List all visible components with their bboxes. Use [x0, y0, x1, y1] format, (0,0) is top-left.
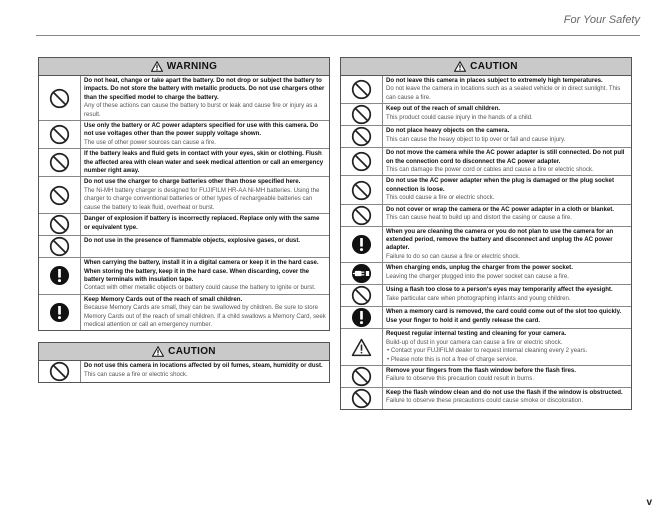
box-title — [39, 343, 329, 361]
safety-row-text — [81, 214, 329, 235]
safety-row-text — [81, 361, 329, 382]
prohibition-icon — [341, 205, 383, 226]
safety-row-text — [81, 236, 329, 257]
safety-row-text — [81, 295, 329, 331]
safety-row — [39, 236, 329, 258]
warning-box — [38, 57, 330, 331]
mandatory-icon — [39, 295, 81, 331]
safety-row-text — [383, 205, 631, 226]
row-heading: Remove your fingers from the flash window before the flash fires. — [386, 366, 576, 374]
box-title-text: WARNING — [166, 61, 218, 72]
row-detail: Contact with other metallic objects or battery could cause the battery to ignite or burst. — [84, 284, 316, 292]
safety-row-text — [81, 121, 329, 148]
row-heading: When a memory card is removed, the card could come out of the slot too quickly. Use your finger to hold it and gently release the card. — [386, 308, 622, 324]
safety-row — [341, 76, 631, 104]
row-heading: Do not use the AC power adapter when the plug is damaged or the plug socket connection is loose. — [386, 177, 614, 193]
row-heading: Keep the flash window clean and do not use the flash if the window is obstructed. — [386, 388, 623, 396]
row-detail: The use of other power sources can cause a fire. — [84, 138, 217, 146]
prohibition-icon — [39, 149, 81, 176]
mandatory-icon — [341, 307, 383, 328]
row-bullet: • Contact your FUJIFILM dealer to request internal cleaning every 2 years. — [387, 347, 588, 355]
row-heading: Request regular internal testing and cleaning for your camera. — [386, 330, 567, 338]
safety-row-text — [81, 258, 329, 294]
row-detail: This can damage the power cord or cables and cause a fire or electric shock. — [386, 166, 594, 174]
safety-row — [341, 329, 631, 366]
box-title — [341, 58, 631, 76]
safety-row — [341, 176, 631, 204]
prohibition-icon — [39, 361, 81, 382]
right-column — [340, 57, 632, 421]
row-detail: Failure to observe these precautions could cause smoke or discoloration. — [386, 397, 584, 405]
row-heading: Do not move the camera while the AC power adapter is still connected. Do not pull on the connection cord to disconnect the AC power adapter. — [386, 149, 625, 165]
row-heading: Do not use this camera in locations affected by oil fumes, steam, humidity or dust. — [84, 362, 323, 370]
page-number: v — [646, 497, 652, 508]
prohibition-icon — [341, 104, 383, 125]
safety-row — [39, 121, 329, 149]
row-detail: Any of these actions can cause the battery to burst or leak and cause fire or injury as a result. — [84, 102, 318, 118]
row-detail: This could cause a fire or electric shock. — [386, 194, 495, 202]
prohibition-icon — [39, 121, 81, 148]
prohibition-icon — [341, 366, 383, 387]
left-column — [38, 57, 330, 394]
safety-row-text — [81, 177, 329, 213]
safety-row-text — [383, 307, 631, 328]
page-header-title: For Your Safety — [563, 14, 640, 26]
safety-row — [39, 295, 329, 331]
safety-row — [341, 388, 631, 409]
mandatory-icon — [341, 227, 383, 263]
safety-row — [341, 104, 631, 126]
safety-row — [341, 205, 631, 227]
prohibition-icon — [341, 148, 383, 175]
prohibition-icon — [39, 236, 81, 257]
prohibition-icon — [341, 126, 383, 147]
row-heading: Using a flash too close to a person's eyes may temporarily affect the eyesight. — [386, 286, 613, 294]
prohibition-icon — [341, 388, 383, 409]
safety-row — [341, 285, 631, 307]
safety-row — [39, 177, 329, 214]
row-heading: Keep Memory Cards out of the reach of small children. — [84, 295, 243, 303]
mandatory-icon — [39, 258, 81, 294]
row-heading: If the battery leaks and fluid gets in contact with your eyes, skin or clothing. Flush the affected area with clean water and seek medical attention or call an emergency number right away. — [84, 150, 324, 175]
safety-row-text — [383, 176, 631, 203]
row-heading: Do not cover or wrap the camera or the AC power adapter in a cloth or blanket. — [386, 205, 614, 213]
safety-row-text — [383, 388, 631, 409]
row-heading: Do not place heavy objects on the camera. — [386, 127, 510, 135]
safety-row — [39, 361, 329, 382]
safety-row-text — [383, 263, 631, 284]
row-heading: Keep out of the reach of small children. — [386, 105, 501, 113]
row-detail: Failure to observe this precaution could result in burns. — [386, 375, 535, 383]
safety-row-text — [81, 76, 329, 120]
warning-triangle-icon — [152, 346, 164, 357]
warning-triangle-icon — [151, 61, 163, 72]
row-detail: Take particular care when photographing infants and young children. — [386, 294, 571, 302]
row-detail: This can cause the heavy object to tip over or fall and cause injury. — [386, 135, 566, 143]
safety-row-text — [383, 366, 631, 387]
prohibition-icon — [39, 76, 81, 120]
safety-row-text — [81, 149, 329, 176]
safety-row — [341, 126, 631, 148]
row-heading: Do not heat, change or take apart the battery. Do not drop or subject the battery to impacts. Do not store the battery with metallic products. Do not use chargers other than the specified model to charge the battery. — [84, 77, 325, 101]
safety-row-text — [383, 329, 631, 365]
box-title-text: CAUTION — [470, 61, 518, 72]
row-detail: This can cause heat to build up and distort the casing or cause a fire. — [386, 214, 572, 222]
row-detail: Because Memory Cards are small, they can be swallowed by children. Be sure to store Memory Cards out of the reach of small children. If a child swallows a Memory Card, seek medical attention or call an emergency number. — [84, 304, 326, 328]
safety-row — [39, 258, 329, 295]
prohibition-icon — [39, 177, 81, 213]
row-detail: Leaving the charger plugged into the power socket can cause a fire. — [386, 272, 569, 280]
warning-triangle-icon — [454, 61, 466, 72]
caution-box-right — [340, 57, 632, 410]
row-heading: Use only the battery or AC power adapters specified for use with this camera. Do not use voltages other than the power supply voltage shown. — [84, 122, 319, 138]
row-heading: Do not use in the presence of flammable objects, explosive gases, or dust. — [84, 237, 301, 245]
row-heading: Do not leave this camera in places subject to extremely high temperatures. — [386, 77, 603, 84]
safety-row-text — [383, 285, 631, 306]
row-detail: Build-up of dust in your camera can cause a fire or electric shock. — [386, 338, 563, 346]
prohibition-icon — [39, 214, 81, 235]
safety-row — [341, 227, 631, 264]
row-heading: When charging ends, unplug the charger from the power socket. — [386, 264, 573, 272]
unplug-icon — [341, 263, 383, 284]
safety-row — [341, 307, 631, 329]
row-detail: The Ni-MH battery charger is designed for FUJIFILM HR-AA Ni-MH batteries. Using the charger to charge conventional batteries or other types of rechargeable batteries can cause the battery to leak fluid, overheat or burst. — [84, 186, 320, 211]
safety-row — [39, 76, 329, 121]
prohibition-icon — [341, 176, 383, 203]
row-heading: When you are cleaning the camera or you do not plan to use the camera for an extended period, remove the battery and disconnect and unplug the AC power adapter. — [386, 227, 614, 252]
row-bullet: • Please note this is not a free of charge service. — [387, 355, 518, 363]
row-detail: Failure to do so can cause a fire or electric shock. — [386, 252, 521, 260]
safety-row-text — [383, 76, 631, 103]
header-divider — [36, 35, 640, 36]
safety-row-text — [383, 104, 631, 125]
safety-row-text — [383, 148, 631, 175]
caution-triangle-icon — [341, 329, 383, 365]
row-detail: Do not leave the camera in locations such as a sealed vehicle or in direct sunlight. This can cause a fire. — [386, 85, 621, 101]
row-detail: This can cause a fire or electric shock. — [84, 370, 188, 378]
row-heading: When carrying the battery, install it in a digital camera or keep it in the hard case. When storing the battery, keep it in the hard case. When discarding, cover the battery terminals with insulation tape. — [84, 259, 319, 283]
safety-row — [341, 148, 631, 176]
safety-row — [39, 214, 329, 236]
safety-row — [341, 366, 631, 388]
box-title-text: CAUTION — [168, 346, 216, 358]
box-title — [39, 58, 329, 76]
row-heading: Danger of explosion if battery is incorrectly replaced. Replace only with the same or equivalent type. — [84, 215, 320, 231]
safety-row — [341, 263, 631, 285]
caution-box-left — [38, 342, 330, 383]
prohibition-icon — [341, 76, 383, 103]
safety-row-text — [383, 126, 631, 147]
row-detail: This product could cause injury in the hands of a child. — [386, 113, 533, 121]
safety-row — [39, 149, 329, 177]
prohibition-icon — [341, 285, 383, 306]
row-heading: Do not use the charger to charge batteries other than those specified here. — [84, 178, 301, 186]
safety-row-text — [383, 227, 631, 263]
